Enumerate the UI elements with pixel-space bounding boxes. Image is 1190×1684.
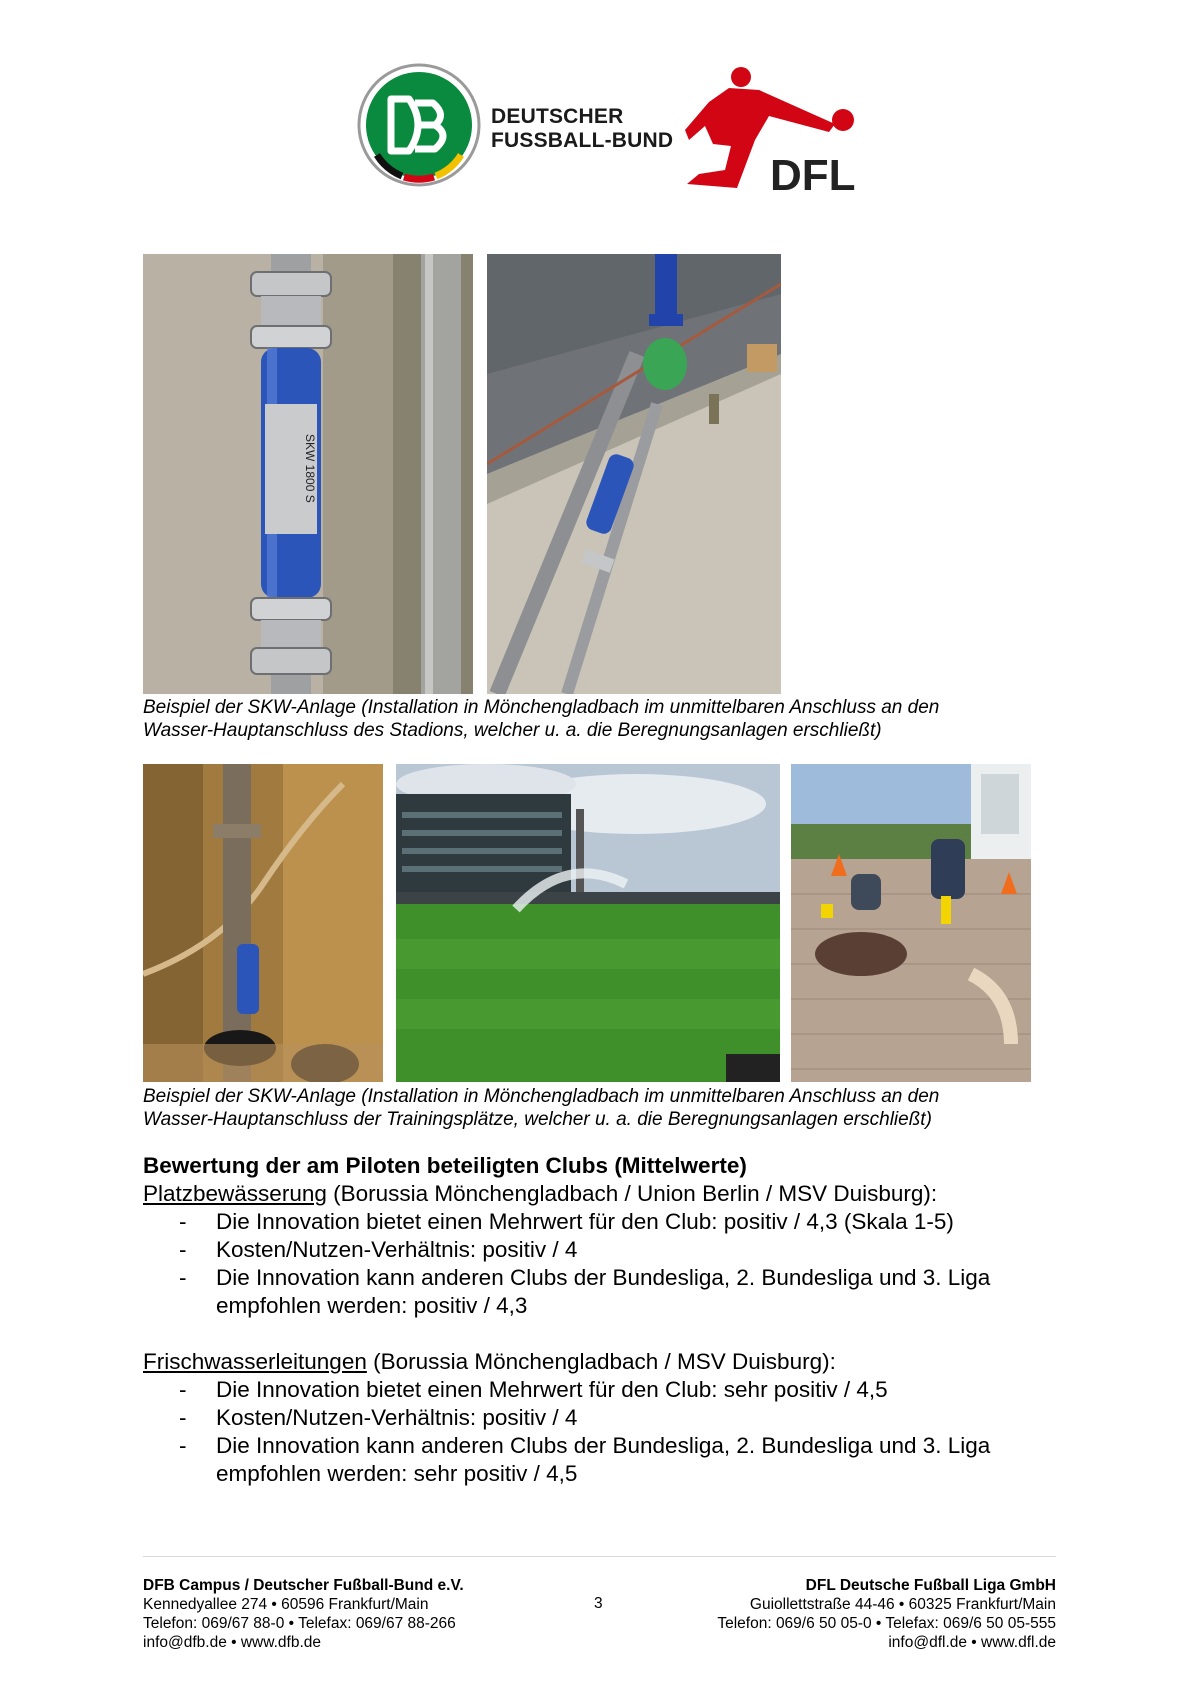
caption-training-line1: Beispiel der SKW-Anlage (Installation in Mönchengladbach im unmittelbaren Anschluss an den xyxy=(143,1086,940,1107)
footer-dfl xyxy=(717,1576,1056,1652)
dfl-name: DFL xyxy=(770,151,855,196)
list-item xyxy=(143,1376,1093,1404)
list-item xyxy=(143,1432,1093,1488)
photo-skw-shaft xyxy=(143,764,383,1082)
caption-stadium-line1: Beispiel der SKW-Anlage (Installation in Mönchengladbach im unmittelbaren Anschluss an den xyxy=(143,697,940,718)
dfl-logo xyxy=(685,66,855,196)
caption-stadium xyxy=(143,696,1043,742)
list-item-text-cont: empfohlen werden: positiv / 4,3 xyxy=(216,1293,528,1318)
evaluation-group-irrigation xyxy=(143,1180,1093,1320)
list-item-text-cont: empfohlen werden: sehr positiv / 4,5 xyxy=(216,1461,578,1486)
photo-skw-unit-closeup xyxy=(143,254,473,694)
dfb-logo xyxy=(357,63,481,187)
list-item-text: Kosten/Nutzen-Verhältnis: positiv / 4 xyxy=(216,1405,578,1430)
bullet-dash: - xyxy=(179,1265,187,1290)
footer-dfb-address: Kennedyallee 274 • 60596 Frankfurt/Main xyxy=(143,1596,429,1613)
footer-divider xyxy=(143,1556,1056,1557)
list-item-text: Die Innovation bietet einen Mehrwert für den Club: sehr positiv / 4,5 xyxy=(216,1377,888,1402)
footer-dfb-phone: Telefon: 069/67 88-0 • Telefax: 069/67 88-266 xyxy=(143,1615,456,1632)
footer-dfl-address: Guiollettstraße 44-46 • 60325 Frankfurt/Main xyxy=(749,1596,1056,1613)
bullet-dash: - xyxy=(179,1237,187,1262)
dfb-name-line2: FUSSBALL-BUND xyxy=(491,129,674,152)
group-clubs: (Borussia Mönchengladbach / Union Berlin / MSV Duisburg): xyxy=(326,1181,938,1206)
photo-workers-manhole xyxy=(791,764,1031,1082)
bullet-dash: - xyxy=(179,1405,187,1430)
evaluation-group-freshwater xyxy=(143,1348,1093,1488)
footer-dfl-name: DFL Deutsche Fußball Liga GmbH xyxy=(805,1577,1056,1594)
dfb-name-line1: DEUTSCHER xyxy=(491,105,624,128)
list-item xyxy=(143,1236,1093,1264)
caption-training-line2: Wasser-Hauptanschluss der Trainingsplätze, welcher u. a. die Beregnungsanlagen erschließt) xyxy=(143,1109,932,1130)
bullet-dash: - xyxy=(179,1433,187,1458)
footer-dfl-phone: Telefon: 069/6 50 05-0 • Telefax: 069/6 50 05-555 xyxy=(717,1615,1056,1632)
photo-skw-installation-stadium xyxy=(487,254,781,694)
list-item xyxy=(143,1208,1093,1236)
caption-training xyxy=(143,1085,1043,1131)
group-heading xyxy=(143,1180,1093,1208)
group-clubs: (Borussia Mönchengladbach / MSV Duisburg): xyxy=(366,1349,836,1374)
list-item-text: Kosten/Nutzen-Verhältnis: positiv / 4 xyxy=(216,1237,578,1262)
footer-dfl-web: info@dfl.de • www.dfl.de xyxy=(888,1634,1056,1651)
list-item-text: Die Innovation bietet einen Mehrwert für den Club: positiv / 4,3 (Skala 1-5) xyxy=(216,1209,954,1234)
evaluation-title: Bewertung der am Piloten beteiligten Clubs (Mittelwerte) xyxy=(143,1153,747,1178)
footer-dfb-web: info@dfb.de • www.dfb.de xyxy=(143,1634,321,1651)
list-item xyxy=(143,1264,1093,1320)
list-item-text: Die Innovation kann anderen Clubs der Bundesliga, 2. Bundesliga und 3. Liga xyxy=(216,1433,991,1458)
group-topic: Frischwasserleitungen xyxy=(143,1349,367,1374)
list-item xyxy=(143,1404,1093,1432)
bullet-dash: - xyxy=(179,1377,187,1402)
photo-training-pitch-sprinkler xyxy=(396,764,780,1082)
skw-unit-label: SKW 1800 S xyxy=(303,434,317,503)
dfb-wordmark xyxy=(491,105,673,153)
footer-dfb xyxy=(143,1576,464,1652)
bullet-dash: - xyxy=(179,1209,187,1234)
group-topic: Platzbewässerung xyxy=(143,1181,327,1206)
caption-stadium-line2: Wasser-Hauptanschluss des Stadions, welcher u. a. die Beregnungsanlagen erschließt) xyxy=(143,720,882,741)
page-number: 3 xyxy=(594,1595,603,1612)
group-heading xyxy=(143,1348,1093,1376)
footer-dfb-name: DFB Campus / Deutscher Fußball-Bund e.V. xyxy=(143,1577,464,1594)
list-item-text: Die Innovation kann anderen Clubs der Bundesliga, 2. Bundesliga und 3. Liga xyxy=(216,1265,991,1290)
